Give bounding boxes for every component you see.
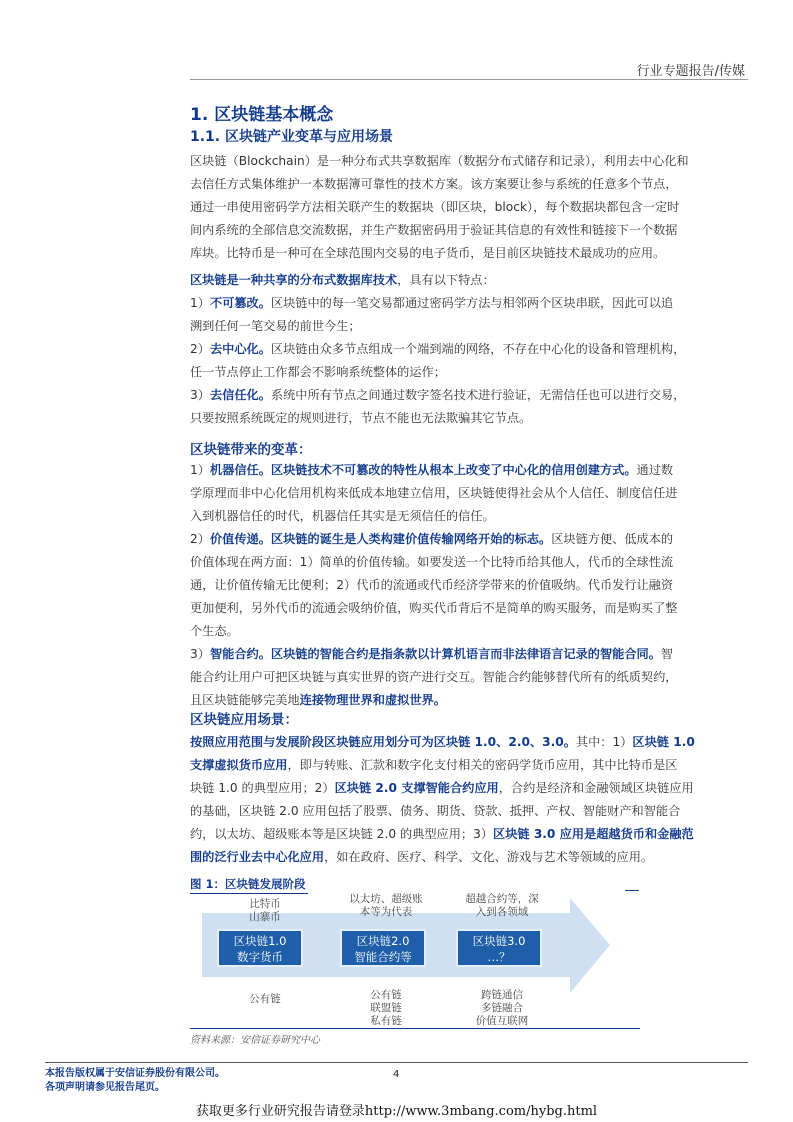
changes-block: [190, 459, 755, 712]
stage3-box: 区块链3.0 …？: [456, 929, 542, 967]
stage3-bottom-label: 跨链通信 多链融合 价值互联网: [475, 989, 529, 1027]
feature-item-cont: 只要按照系统既定的规则进行，节点不能也无法欺骗其它节点。: [190, 411, 532, 425]
change-item-cont: 个生态。: [190, 624, 239, 638]
intro-line: 库块。比特币是一种可在全球范围内交易的电子货币，是目前区块链技术最成功的应用。: [190, 246, 666, 260]
footer-divider: [45, 1062, 748, 1063]
change-item: 2）价值传递。区块链的诞生是人类构建价值传输网络开始的标志。区块链方便、低成本的: [190, 532, 674, 546]
feature-item: 2）去中心化。区块链由众多节点组成一个端到端的网络，不存在中心化的设备和管理机构，: [190, 342, 686, 356]
intro-line: 通过一串使用密码学方法相关联产生的数据块（即区块，block），每个数据块都包含一定时: [190, 200, 680, 214]
intro-paragraph: [190, 150, 755, 265]
copyright-notice: 本报告版权属于安信证券股份有限公司。 各项声明请参见报告尾页。: [45, 1068, 225, 1093]
stage2-bottom-label: 公有链 联盟链 私有链: [370, 989, 402, 1027]
feature-item-cont: 溯到任何一笔交易的前世今生；: [190, 319, 361, 333]
change-item-cont: 学原理而非中心化信用机构来低成本地建立信用，区块链使得社会从个人信任、制度信任进: [190, 486, 678, 500]
page-number: 4: [393, 1069, 400, 1080]
change-item: 3）智能合约。区块链的智能合约是指条款以计算机语言而非法律语言记录的智能合同。智: [190, 647, 674, 661]
change-item-cont: 入到机器信任的时代，机器信任其实是无须信任的信任。: [190, 509, 495, 523]
feature-item: 1）不可篡改。区块链中的每一笔交易都通过密码学方法与相邻两个区块串联，因此可以追: [190, 296, 674, 310]
features-block: [190, 269, 755, 430]
stage1-box: 区块链1.0 数字货币: [217, 929, 303, 967]
feature-item: 3）去信任化。系统中所有节点之间通过数字签名技术进行验证，无需信任也可以进行交易，: [190, 388, 686, 402]
figure-rule: [190, 1028, 640, 1029]
blockchain-stages-diagram: [190, 893, 640, 1028]
scenarios-block: 按照应用范围与发展阶段区块链应用划分可为区块链 1.0、2.0、3.0。其中：1）区块链 1.0 支撑虚拟货币应用，即与转账、汇款和数字化支付相关的密码学货币应用，其中比特币是区 块链 1.0 的典型应用；2）区块链 2.0 支撑智能合约应用，合约是经济和金融领域区块链应用 的基础，区块链 2.0 应用包括了股票、债务、期货、贷款、抵押、产权、智能财产和智能合 约，以太坊、超级账本等是区块链 2.0 的典型应用；3）区块链 3.0 应用是超越货币和金融范 围的泛行业去中心化应用，如在政府、医疗、科学、文化、游戏与艺术等领域的应用。: [190, 735, 695, 864]
features-lead: 区块链是一种共享的分布式数据库技术，具有以下特点：: [190, 273, 495, 287]
stage1-bottom-label: 公有链: [249, 993, 281, 1005]
figure-rule: [625, 890, 639, 891]
header-divider: [190, 79, 748, 80]
intro-line: 区块链（Blockchain）是一种分布式共享数据库（数据分布式储存和记录），利用去中心化和: [190, 154, 689, 168]
report-category-header: 行业专题报告/传媒: [636, 64, 745, 79]
figure-title: 图 1：区块链发展阶段: [190, 877, 306, 891]
change-item-cont: 更加便利，另外代币的流通会吸纳价值，购买代币背后不是简单的购买服务，而是购买了整: [190, 601, 678, 615]
changes-title: 区块链带来的变革：: [190, 442, 312, 458]
section-heading: 1. 区块链基本概念: [190, 105, 334, 125]
feature-item-cont: 任一节点停止工作都会不影响系统整体的运作；: [190, 365, 446, 379]
stage1-top-label: 比特币 山寨币: [249, 898, 281, 923]
download-link-banner[interactable]: 获取更多行业研究报告请登录http://www.3mbang.com/hybg.html: [195, 1104, 598, 1119]
intro-line: 去信任方式集体维护一本数据簿可靠性的技术方案。该方案要让参与系统的任意多个节点，: [190, 177, 678, 191]
stage3-top-label: 超越合约等，深 入到各领域: [465, 893, 539, 918]
intro-line: 间内系统的全部信息交流数据，并生产数据密码用于验证其信息的有效性和链接下一个数据: [190, 223, 678, 237]
change-item-cont: 价值体现在两方面：1）简单的价值传输。如要发送一个比特币给其他人，代币的全球性流: [190, 555, 674, 569]
scenarios-title: 区块链应用场景：: [190, 712, 298, 728]
change-item-cont: 能合约让用户可把区块链与真实世界的资产进行交互。智能合约能够替代所有的纸质契约，: [190, 670, 678, 684]
figure-source: 资料来源：安信证券研究中心: [190, 1035, 320, 1046]
change-item: 1）机器信任。区块链技术不可篡改的特性从根本上改变了中心化的信用创建方式。通过数: [190, 463, 674, 477]
change-item-cont: 且区块链能够完美地连接物理世界和虚拟世界。: [190, 693, 446, 707]
subsection-heading: 1.1. 区块链产业变革与应用场景: [190, 129, 393, 145]
stage2-top-label: 以太坊、超级账 本等为代表: [349, 893, 423, 918]
stage2-box: 区块链2.0 智能合约等: [340, 929, 426, 967]
change-item-cont: 通，让价值传输无比便利；2）代币的流通或代币经济学带来的价值吸纳。代币发行让融资: [190, 578, 674, 592]
